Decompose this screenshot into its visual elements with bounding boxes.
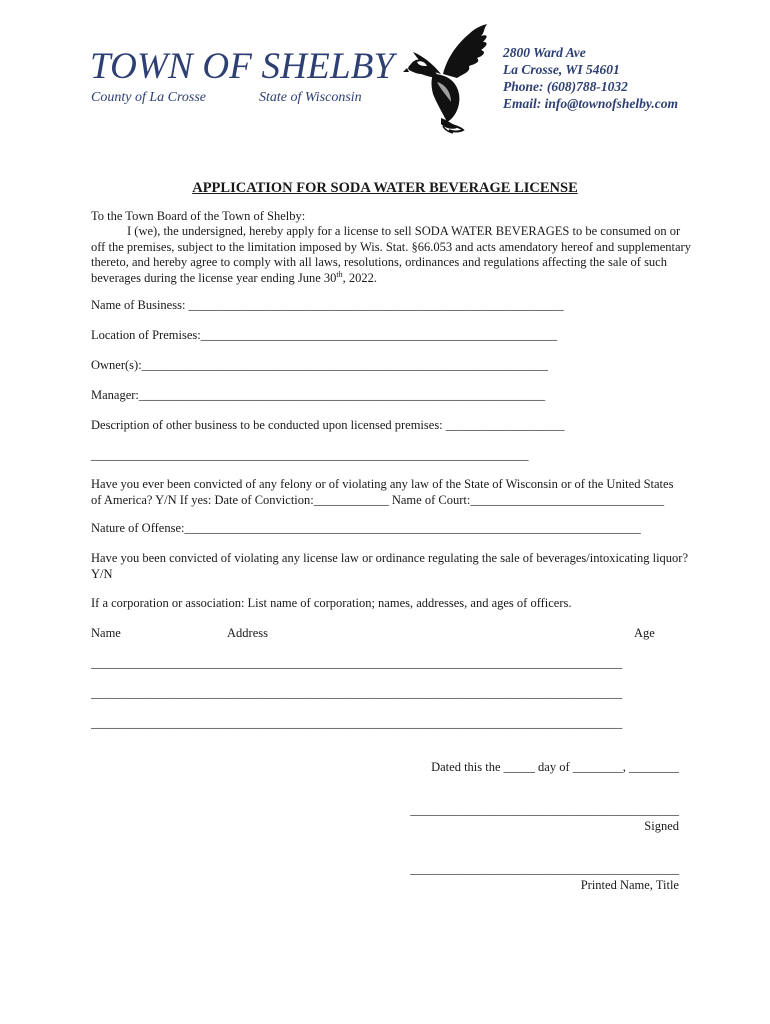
felony-question[interactable]: Have you ever been convicted of any felony or of violating any law of the State of Wisconsin or of the United States of America? Y/N If yes: Date of Conviction:____________ Name of Court:_______________________________ (91, 477, 674, 507)
intro-superscript: th (336, 269, 343, 279)
signed-label: Signed (644, 819, 679, 833)
business-name-field[interactable]: Name of Business: ____________________________________________________________ (91, 298, 564, 312)
nature-offense-field[interactable]: Nature of Offense:_________________________________________________________________________ (91, 521, 641, 535)
email-line: Email: info@townofshelby.com (503, 96, 678, 111)
printed-name-label: Printed Name, Title (580, 878, 679, 892)
other-business-line[interactable]: ______________________________________________________________________ (91, 448, 529, 462)
salutation: To the Town Board of the Town of Shelby: (91, 209, 306, 223)
column-age: Age (634, 626, 655, 640)
owners-field[interactable]: Owner(s):_________________________________________________________________ (91, 358, 548, 372)
dated-field[interactable]: Dated this the _____ day of ________, ________ (431, 760, 679, 774)
form-title: APPLICATION FOR SODA WATER BEVERAGE LICENSE (192, 180, 578, 196)
signature-line[interactable]: ___________________________________________ (410, 803, 679, 817)
column-address: Address (227, 626, 268, 640)
contact-block (503, 44, 678, 112)
eagle-icon (403, 22, 495, 134)
printed-name-line[interactable]: ___________________________________________ (410, 862, 679, 876)
address-line: 2800 Ward Ave (503, 45, 586, 60)
phone-line: Phone: (608)788-1032 (503, 79, 628, 94)
location-field[interactable]: Location of Premises:_________________________________________________________ (91, 328, 557, 342)
town-name: TOWN OF SHELBY (90, 46, 395, 87)
intro-text: I (we), the undersigned, hereby apply for a license to sell SODA WATER BEVERAGES to be consumed on or off the premises, subject to the limitation imposed by Wis. Stat. §66.053 and acts amendatory hereof and supplementary thereto, and hereby agree to comply with all laws, resolutions, ordinances and regulations affecting the sale of such beverages during the license year ending June 30 (91, 224, 691, 285)
intro-end: , 2022. (342, 270, 378, 285)
other-business-field[interactable]: Description of other business to be conducted upon licensed premises: ___________________ (91, 418, 565, 432)
officer-line[interactable]: _____________________________________________________________________________________ (91, 656, 623, 670)
corporation-note: If a corporation or association: List name of corporation; names, addresses, and ages of officers. (91, 596, 572, 610)
manager-field[interactable]: Manager:_________________________________________________________________ (91, 388, 546, 402)
city-line: La Crosse, WI 54601 (503, 62, 620, 77)
officer-line[interactable]: _____________________________________________________________________________________ (91, 716, 623, 730)
county-label: County of La Crosse (91, 90, 206, 105)
license-question[interactable]: Have you been convicted of violating any license law or ordinance regulating the sale of beverages/intoxicating liquor? Y/N (91, 551, 689, 581)
column-name: Name (91, 626, 121, 640)
intro-paragraph (91, 224, 691, 286)
state-label: State of Wisconsin (259, 90, 362, 105)
officer-line[interactable]: _____________________________________________________________________________________ (91, 686, 623, 700)
